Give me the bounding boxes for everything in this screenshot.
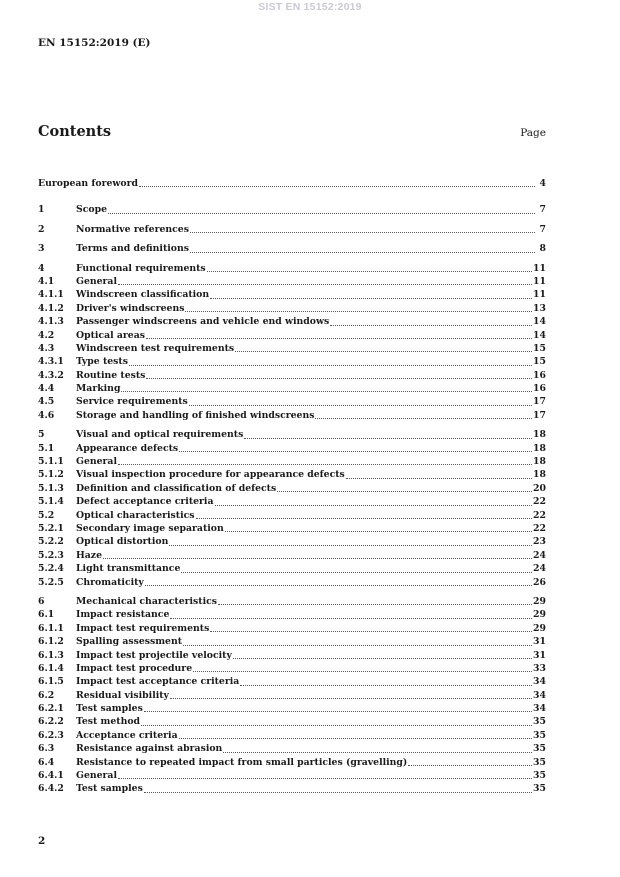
toc-entry[interactable] xyxy=(38,675,546,688)
toc-dot-leader xyxy=(185,310,532,312)
toc-entry-title: General xyxy=(76,275,117,287)
toc-entry-title: Visual inspection procedure for appearance defects xyxy=(76,469,345,481)
toc-entry[interactable] xyxy=(38,342,546,355)
toc-entry-title: Service requirements xyxy=(76,396,188,408)
toc-entry[interactable] xyxy=(38,782,546,795)
toc-entry-number: 6.3 xyxy=(38,743,55,755)
toc-entry[interactable] xyxy=(38,468,546,481)
contents-heading: Contents xyxy=(38,123,112,140)
toc-entry-number: 3 xyxy=(38,243,45,255)
toc-dot-leader xyxy=(141,724,532,726)
toc-dot-leader xyxy=(170,697,532,699)
toc-entry-number: 5.1 xyxy=(38,442,55,454)
toc-entry-number: 4.3.2 xyxy=(38,369,64,381)
document-id: EN 15152:2019 (E) xyxy=(38,37,151,49)
toc-dot-leader xyxy=(103,557,532,559)
toc-entry-page: 33 xyxy=(533,662,546,674)
toc-entry[interactable] xyxy=(38,562,546,575)
toc-entry[interactable] xyxy=(38,649,546,662)
toc-entry-number: 4.2 xyxy=(38,329,55,341)
toc-entry-title: Functional requirements xyxy=(76,262,206,274)
toc-dot-leader xyxy=(330,324,532,326)
toc-entry-title: Resistance to repeated impact from small particles (gravelling) xyxy=(76,756,408,768)
toc-dot-leader xyxy=(240,684,532,686)
toc-entry-page: 15 xyxy=(533,356,546,368)
toc-entry-title: General xyxy=(76,770,117,782)
toc-entry-title: Storage and handling of finished windscreens xyxy=(76,409,315,421)
toc-entry-title: Windscreen test requirements xyxy=(76,342,235,354)
toc-entry[interactable] xyxy=(38,756,546,769)
toc-entry-page: 13 xyxy=(533,302,546,314)
toc-dot-leader xyxy=(210,630,532,632)
toc-entry-page: 11 xyxy=(533,262,546,274)
toc-entry[interactable] xyxy=(38,262,546,275)
toc-entry[interactable] xyxy=(38,522,546,535)
toc-entry-title: Secondary image separation xyxy=(76,522,224,534)
toc-entry-title: Test samples xyxy=(76,703,143,715)
toc-entry-page: 14 xyxy=(533,316,546,328)
toc-entry-title: Optical areas xyxy=(76,329,145,341)
toc-entry-title: Mechanical characteristics xyxy=(76,595,218,607)
toc-entry-page: 31 xyxy=(533,636,546,648)
toc-entry-number: 5.2 xyxy=(38,509,55,521)
toc-dot-leader xyxy=(179,737,532,739)
toc-entry-title: Type tests xyxy=(76,356,128,368)
toc-entry-page: 22 xyxy=(533,509,546,521)
toc-entry-page: 35 xyxy=(533,756,546,768)
watermark: SIST EN 15152:2019 xyxy=(258,1,362,13)
toc-entry-title: Haze xyxy=(76,549,103,561)
toc-dot-leader xyxy=(210,297,532,299)
toc-entry-page: 16 xyxy=(533,383,546,395)
toc-entry-number: 6.1.4 xyxy=(38,662,64,674)
toc-entry[interactable] xyxy=(38,223,546,236)
toc-dot-leader xyxy=(146,337,532,339)
toc-entry[interactable] xyxy=(38,495,546,508)
toc-entry-title: Appearance defects xyxy=(76,442,179,454)
toc-entry-page: 31 xyxy=(533,649,546,661)
toc-entry-title: Chromaticity xyxy=(76,576,144,588)
toc-entry[interactable] xyxy=(38,702,546,715)
toc-entry[interactable] xyxy=(38,482,546,495)
toc-entry-number: 1 xyxy=(38,204,45,216)
toc-entry[interactable] xyxy=(38,455,546,468)
toc-entry-title: Defect acceptance criteria xyxy=(76,496,214,508)
toc-entry-number: 4.5 xyxy=(38,396,55,408)
toc-entry[interactable] xyxy=(38,662,546,675)
toc-entry-title: Windscreen classification xyxy=(76,289,210,301)
toc-entry[interactable] xyxy=(38,288,546,301)
toc-entry[interactable] xyxy=(38,315,546,328)
toc-entry[interactable] xyxy=(38,428,546,441)
toc-entry-page: 18 xyxy=(533,429,546,441)
toc-dot-leader xyxy=(144,710,532,712)
toc-entry-title: Test method xyxy=(76,716,141,728)
toc-entry[interactable] xyxy=(38,395,546,408)
toc-entry-title: Acceptance criteria xyxy=(76,729,178,741)
toc-entry-number: 4 xyxy=(38,262,45,274)
toc-entry-title: Light transmittance xyxy=(76,563,181,575)
toc-dot-leader xyxy=(235,350,532,352)
toc-entry[interactable] xyxy=(38,535,546,548)
toc-dot-leader xyxy=(215,504,533,506)
toc-entry-number: 5.2.5 xyxy=(38,576,64,588)
toc-entry-number: 5.1.3 xyxy=(38,482,64,494)
toc-entry-number: 4.3 xyxy=(38,342,55,354)
toc-entry-title: Marking xyxy=(76,383,121,395)
toc-entry-page: 34 xyxy=(533,676,546,688)
toc-dot-leader xyxy=(190,231,535,233)
toc-entry[interactable] xyxy=(38,382,546,395)
toc-entry-title: Scope xyxy=(76,204,107,216)
toc-entry-page: 34 xyxy=(533,703,546,715)
toc-entry-page: 4 xyxy=(539,178,546,189)
toc-dot-leader xyxy=(183,644,532,646)
toc-entry-title: Impact test procedure xyxy=(76,662,193,674)
toc-entry-number: 4.6 xyxy=(38,409,55,421)
toc-entry-number: 5.2.3 xyxy=(38,549,64,561)
toc-entry[interactable] xyxy=(38,689,546,702)
toc-entry-page: 26 xyxy=(533,576,546,588)
toc-entry-number: 5.1.1 xyxy=(38,456,64,468)
toc-entry-number: 6.1.1 xyxy=(38,622,64,634)
toc-entry[interactable] xyxy=(38,355,546,368)
toc-entry-page: 8 xyxy=(539,243,546,255)
toc-dot-leader xyxy=(118,777,532,779)
toc-dot-leader xyxy=(169,544,532,546)
toc-entry-title: Visual and optical requirements xyxy=(76,429,244,441)
toc-dot-leader xyxy=(225,530,532,532)
toc-dot-leader xyxy=(277,490,532,492)
toc-entry-page: 18 xyxy=(533,456,546,468)
toc-entry-number: 6 xyxy=(38,595,45,607)
toc-entry-number: 6.1.2 xyxy=(38,636,64,648)
toc-entry[interactable] xyxy=(38,329,546,342)
toc-entry-title: Impact resistance xyxy=(76,609,170,621)
toc-dot-leader xyxy=(144,791,532,793)
toc-entry-page: 18 xyxy=(533,442,546,454)
toc-entry[interactable] xyxy=(38,715,546,728)
toc-entry-number: 6.4.1 xyxy=(38,770,64,782)
toc-entry[interactable] xyxy=(38,177,546,190)
toc-entry[interactable] xyxy=(38,742,546,755)
toc-entry-page: 20 xyxy=(533,482,546,494)
toc-entry-title: Impact test requirements xyxy=(76,622,210,634)
toc-entry[interactable] xyxy=(38,442,546,455)
toc-entry-number: 6.1.3 xyxy=(38,649,64,661)
toc-entry-title: European foreword xyxy=(38,178,138,189)
toc-entry-number: 5.2.2 xyxy=(38,536,64,548)
toc-entry-number: 5.1.4 xyxy=(38,496,64,508)
toc-entry[interactable] xyxy=(38,242,546,255)
toc-dot-leader xyxy=(181,571,532,573)
toc-dot-leader xyxy=(146,377,532,379)
toc-entry-number: 5.2.4 xyxy=(38,563,64,575)
toc-dot-leader xyxy=(189,404,532,406)
toc-entry-number: 6.2 xyxy=(38,689,55,701)
toc-entry-page: 22 xyxy=(533,496,546,508)
toc-entry-page: 18 xyxy=(533,469,546,481)
toc-dot-leader xyxy=(196,517,533,519)
toc-entry-page: 15 xyxy=(533,342,546,354)
toc-dot-leader xyxy=(408,764,532,766)
toc-dot-leader xyxy=(315,417,532,419)
toc-entry[interactable] xyxy=(38,509,546,522)
toc-entry[interactable] xyxy=(38,409,546,422)
toc-entry-number: 4.1.2 xyxy=(38,302,64,314)
toc-entry-page: 7 xyxy=(539,204,546,216)
toc-entry-title: Passenger windscreens and vehicle end windows xyxy=(76,316,330,328)
toc-entry-title: Test samples xyxy=(76,783,143,795)
toc-entry-title: Spalling assessment xyxy=(76,636,183,648)
toc-entry-title: Resistance against abrasion xyxy=(76,743,223,755)
toc-dot-leader xyxy=(207,270,532,272)
toc-entry-number: 4.1.3 xyxy=(38,316,64,328)
toc-entry[interactable] xyxy=(38,595,546,608)
toc-dot-leader xyxy=(179,450,532,452)
toc-entry[interactable] xyxy=(38,576,546,589)
toc-entry-page: 35 xyxy=(533,716,546,728)
toc-entry-page: 17 xyxy=(533,396,546,408)
toc-dot-leader xyxy=(233,657,532,659)
toc-entry[interactable] xyxy=(38,275,546,288)
toc-entry[interactable] xyxy=(38,549,546,562)
toc-entry-page: 22 xyxy=(533,522,546,534)
toc-entry-number: 5 xyxy=(38,429,45,441)
toc-entry-title: Driver's windscreens xyxy=(76,302,185,314)
toc-entry-title: General xyxy=(76,456,117,468)
toc-entry[interactable] xyxy=(38,302,546,315)
toc-entry-number: 6.4.2 xyxy=(38,783,64,795)
toc-entry-number: 6.2.1 xyxy=(38,703,64,715)
toc-entry[interactable] xyxy=(38,622,546,635)
toc-entry-page: 16 xyxy=(533,369,546,381)
toc-dot-leader xyxy=(145,584,532,586)
toc-entry-page: 34 xyxy=(533,689,546,701)
toc-dot-leader xyxy=(193,670,532,672)
toc-entry-number: 6.4 xyxy=(38,756,55,768)
table-of-contents xyxy=(38,177,546,796)
toc-dot-leader xyxy=(244,437,532,439)
toc-entry-title: Optical distortion xyxy=(76,536,169,548)
toc-entry-page: 29 xyxy=(533,609,546,621)
toc-entry-page: 35 xyxy=(533,783,546,795)
toc-entry-title: Routine tests xyxy=(76,369,146,381)
toc-entry-page: 24 xyxy=(533,549,546,561)
toc-entry-title: Normative references xyxy=(76,223,189,235)
toc-entry-number: 5.1.2 xyxy=(38,469,64,481)
toc-entry-number: 6.2.2 xyxy=(38,716,64,728)
toc-entry-title: Definition and classification of defects xyxy=(76,482,277,494)
toc-entry-number: 5.2.1 xyxy=(38,522,64,534)
toc-entry-page: 29 xyxy=(533,595,546,607)
toc-entry-page: 35 xyxy=(533,729,546,741)
toc-dot-leader xyxy=(190,251,535,253)
toc-dot-leader xyxy=(118,283,532,285)
toc-entry-number: 6.1.5 xyxy=(38,676,64,688)
toc-entry-page: 35 xyxy=(533,770,546,782)
toc-entry-page: 11 xyxy=(533,275,546,287)
toc-entry-number: 4.4 xyxy=(38,383,55,395)
toc-entry-page: 35 xyxy=(533,743,546,755)
toc-entry-number: 2 xyxy=(38,223,45,235)
toc-entry[interactable] xyxy=(38,203,546,216)
toc-entry-page: 14 xyxy=(533,329,546,341)
toc-entry[interactable] xyxy=(38,769,546,782)
toc-dot-leader xyxy=(139,185,535,187)
toc-entry-page: 17 xyxy=(533,409,546,421)
toc-entry-title: Impact test acceptance criteria xyxy=(76,676,240,688)
toc-dot-leader xyxy=(223,751,532,753)
toc-entry[interactable] xyxy=(38,608,546,621)
toc-entry-title: Optical characteristics xyxy=(76,509,195,521)
toc-entry-page: 29 xyxy=(533,622,546,634)
toc-dot-leader xyxy=(346,477,532,479)
toc-entry[interactable] xyxy=(38,635,546,648)
toc-dot-leader xyxy=(129,364,532,366)
toc-dot-leader xyxy=(170,617,532,619)
toc-dot-leader xyxy=(118,463,532,465)
toc-entry-number: 4.3.1 xyxy=(38,356,64,368)
toc-entry-number: 6.2.3 xyxy=(38,729,64,741)
toc-entry-number: 4.1.1 xyxy=(38,289,64,301)
toc-entry-title: Residual visibility xyxy=(76,689,169,701)
toc-dot-leader xyxy=(108,212,535,214)
toc-entry-page: 24 xyxy=(533,563,546,575)
page-column-label: Page xyxy=(520,127,546,139)
toc-entry-number: 6.1 xyxy=(38,609,55,621)
toc-dot-leader xyxy=(218,603,532,605)
toc-entry-title: Terms and definitions xyxy=(76,243,189,255)
toc-entry[interactable] xyxy=(38,369,546,382)
toc-entry[interactable] xyxy=(38,729,546,742)
toc-dot-leader xyxy=(121,390,532,392)
toc-entry-page: 23 xyxy=(533,536,546,548)
toc-entry-page: 7 xyxy=(539,223,546,235)
toc-entry-number: 4.1 xyxy=(38,275,55,287)
toc-entry-title: Impact test projectile velocity xyxy=(76,649,232,661)
page-number: 2 xyxy=(38,835,46,847)
toc-entry-page: 11 xyxy=(533,289,546,301)
